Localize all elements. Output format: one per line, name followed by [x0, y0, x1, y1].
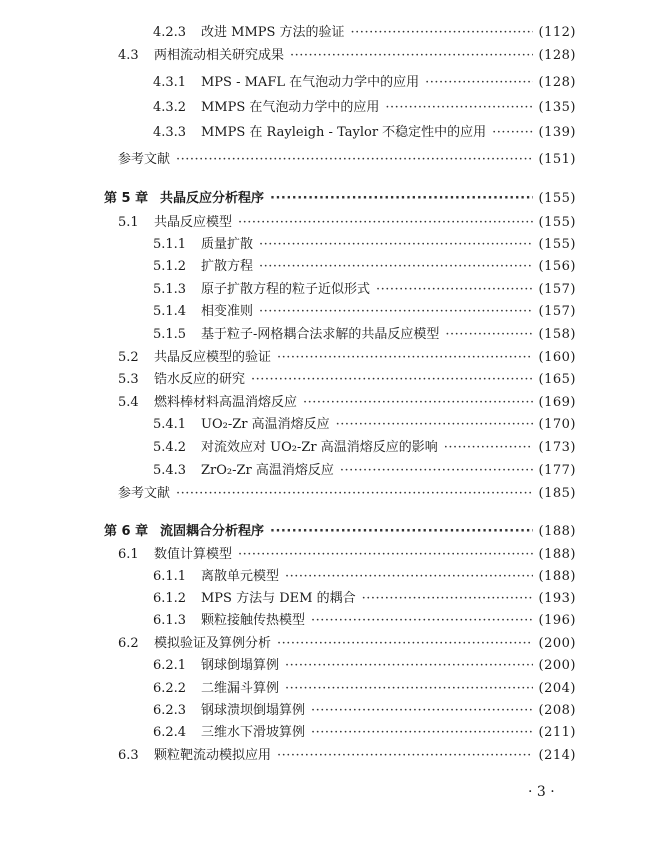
entry-title: 改进 MMPS 方法的验证	[201, 25, 345, 40]
entry-number: 6.1	[118, 547, 139, 562]
entry-page: (139)	[538, 125, 576, 140]
dot-leader	[290, 45, 533, 67]
entry-number: 6.2.3	[153, 703, 187, 718]
entry-title: 共晶反应模型	[154, 215, 233, 230]
section-entry	[118, 544, 576, 566]
dot-leader	[238, 212, 533, 234]
entry-page: (169)	[538, 395, 576, 410]
entry-number: 4.3.1	[153, 75, 187, 90]
entry-page: (156)	[538, 259, 576, 274]
entry-page: (177)	[538, 463, 576, 478]
entry-page: (208)	[538, 703, 576, 718]
entry-number: 4.3.3	[153, 125, 187, 140]
entry-number: 5.2	[118, 350, 139, 365]
section-entry	[118, 347, 576, 369]
subsection-entry	[153, 437, 576, 459]
entry-number: 6.1.2	[153, 591, 187, 606]
entry-title: MMPS 在 Rayleigh - Taylor 不稳定性中的应用	[201, 125, 487, 140]
entry-page: (196)	[538, 613, 576, 628]
entry-page: (112)	[538, 25, 576, 40]
entry-title: 数值计算模型	[154, 547, 233, 562]
section-entry	[118, 45, 576, 67]
entry-title: 基于粒子-网格耦合法求解的共晶反应模型	[201, 327, 440, 342]
entry-page: (155)	[538, 237, 576, 252]
entry-title: 颗粒接触传热模型	[201, 613, 306, 628]
entry-page: (151)	[538, 152, 576, 167]
page-number: · 3 ·	[528, 784, 555, 800]
dot-leader	[176, 483, 533, 505]
entry-number: 5.1.4	[153, 304, 187, 319]
entry-title: 流固耦合分析程序	[160, 524, 265, 539]
entry-number: 4.3.2	[153, 100, 187, 115]
dot-leader	[376, 279, 533, 301]
entry-number: 6.3	[118, 748, 139, 763]
entry-page: (211)	[538, 725, 576, 740]
entry-title: 共晶反应模型的验证	[154, 350, 272, 365]
dot-leader	[340, 460, 533, 482]
entry-page: (135)	[538, 100, 576, 115]
section-entry	[118, 392, 576, 414]
entry-number: 5.4	[118, 395, 139, 410]
subsection-entry	[153, 566, 576, 588]
entry-number: 5.4.3	[153, 463, 187, 478]
dot-leader	[444, 437, 533, 459]
entry-number: 6.2	[118, 636, 139, 651]
entry-page: (173)	[538, 440, 576, 455]
entry-title: 模拟验证及算例分析	[154, 636, 272, 651]
section-entry	[118, 149, 576, 171]
dot-leader	[351, 22, 533, 44]
section-entry	[118, 212, 576, 234]
entry-title: 燃料棒材料高温消熔反应	[154, 395, 298, 410]
entry-number: 6.2.1	[153, 658, 187, 673]
section-entry	[118, 633, 576, 655]
entry-page: (200)	[538, 636, 576, 651]
dot-leader	[492, 122, 532, 144]
dot-leader	[311, 700, 533, 722]
entry-number: 4.3	[118, 48, 139, 63]
entry-number: 4.2.3	[153, 25, 187, 40]
subsection-entry	[153, 414, 576, 436]
entry-number: 5.1.5	[153, 327, 187, 342]
dot-leader	[277, 633, 533, 655]
dot-leader	[385, 97, 532, 119]
entry-page: (128)	[538, 75, 576, 90]
subsection-entry	[153, 72, 576, 94]
dot-leader	[311, 722, 533, 744]
entry-title: 钢球倒塌算例	[201, 658, 280, 673]
entry-page: (185)	[538, 486, 576, 501]
chapter-entry	[104, 521, 576, 543]
subsection-entry	[153, 655, 576, 677]
dot-leader	[336, 414, 533, 436]
dot-leader	[285, 566, 533, 588]
dot-leader	[270, 521, 533, 543]
subsection-entry	[153, 588, 576, 610]
entry-title: ZrO₂-Zr 高温消熔反应	[201, 463, 334, 478]
entry-page: (157)	[538, 304, 576, 319]
dot-leader	[445, 324, 532, 346]
subsection-entry	[153, 678, 576, 700]
entry-number: 5.1.2	[153, 259, 187, 274]
entry-page: (157)	[538, 282, 576, 297]
section-entry	[118, 369, 576, 391]
entry-page: (155)	[538, 191, 576, 206]
dot-leader	[259, 301, 533, 323]
entry-number: 6.1.1	[153, 569, 187, 584]
entry-title: 三维水下滑坡算例	[201, 725, 306, 740]
dot-leader	[285, 678, 533, 700]
entry-number: 6.1.3	[153, 613, 187, 628]
subsection-entry	[153, 234, 576, 256]
dot-leader	[311, 610, 533, 632]
dot-leader	[238, 544, 533, 566]
subsection-entry	[153, 722, 576, 744]
entry-number: 5.1.3	[153, 282, 187, 297]
entry-title: MPS - MAFL 在气泡动力学中的应用	[201, 75, 420, 90]
entry-title: 共晶反应分析程序	[160, 191, 265, 206]
entry-page: (188)	[538, 524, 576, 539]
entry-page: (188)	[538, 569, 576, 584]
subsection-entry	[153, 700, 576, 722]
entry-title: MPS 方法与 DEM 的耦合	[201, 591, 356, 606]
dot-leader	[259, 256, 533, 278]
entry-page: (165)	[538, 372, 576, 387]
subsection-entry	[153, 279, 576, 301]
subsection-entry	[153, 256, 576, 278]
entry-page: (204)	[538, 681, 576, 696]
entry-number: 5.3	[118, 372, 139, 387]
section-entry	[118, 483, 576, 505]
entry-page: (128)	[538, 48, 576, 63]
entry-page: (160)	[538, 350, 576, 365]
entry-number: 第 5 章	[104, 191, 149, 206]
entry-number: 5.4.2	[153, 440, 187, 455]
entry-title: 相变准则	[201, 304, 254, 319]
subsection-entry	[153, 324, 576, 346]
dot-leader	[251, 369, 533, 391]
dot-leader	[277, 745, 533, 767]
entry-page: (188)	[538, 547, 576, 562]
entry-page: (214)	[538, 748, 576, 763]
entry-title: 参考文献	[118, 152, 171, 167]
entry-title: UO₂-Zr 高温消熔反应	[201, 417, 330, 432]
entry-page: (170)	[538, 417, 576, 432]
dot-leader	[259, 234, 533, 256]
entry-title: 质量扩散	[201, 237, 254, 252]
entry-number: 6.2.2	[153, 681, 187, 696]
subsection-entry	[153, 97, 576, 119]
entry-number: 5.4.1	[153, 417, 187, 432]
dot-leader	[285, 655, 533, 677]
entry-title: 参考文献	[118, 486, 171, 501]
entry-title: 颗粒靶流动模拟应用	[154, 748, 272, 763]
dot-leader	[425, 72, 532, 94]
dot-leader	[270, 188, 533, 210]
entry-number: 6.2.4	[153, 725, 187, 740]
entry-title: 二维漏斗算例	[201, 681, 280, 696]
entry-title: 钢球溃坝倒塌算例	[201, 703, 306, 718]
entry-title: 离散单元模型	[201, 569, 280, 584]
dot-leader	[362, 588, 533, 610]
entry-page: (193)	[538, 591, 576, 606]
chapter-entry	[104, 188, 576, 210]
subsection-entry	[153, 460, 576, 482]
dot-leader	[303, 392, 533, 414]
entry-title: MMPS 在气泡动力学中的应用	[201, 100, 380, 115]
subsection-entry	[153, 301, 576, 323]
entry-title: 锆水反应的研究	[154, 372, 246, 387]
entry-page: (155)	[538, 215, 576, 230]
subsection-entry	[153, 22, 576, 44]
entry-number: 第 6 章	[104, 524, 149, 539]
dot-leader	[176, 149, 533, 171]
entry-number: 5.1	[118, 215, 139, 230]
entry-number: 5.1.1	[153, 237, 187, 252]
subsection-entry	[153, 122, 576, 144]
entry-title: 扩散方程	[201, 259, 254, 274]
subsection-entry	[153, 610, 576, 632]
dot-leader	[277, 347, 533, 369]
entry-page: (158)	[538, 327, 576, 342]
section-entry	[118, 745, 576, 767]
entry-title: 两相流动相关研究成果	[154, 48, 285, 63]
entry-title: 对流效应对 UO₂-Zr 高温消熔反应的影响	[201, 440, 438, 455]
entry-title: 原子扩散方程的粒子近似形式	[201, 282, 371, 297]
entry-page: (200)	[538, 658, 576, 673]
